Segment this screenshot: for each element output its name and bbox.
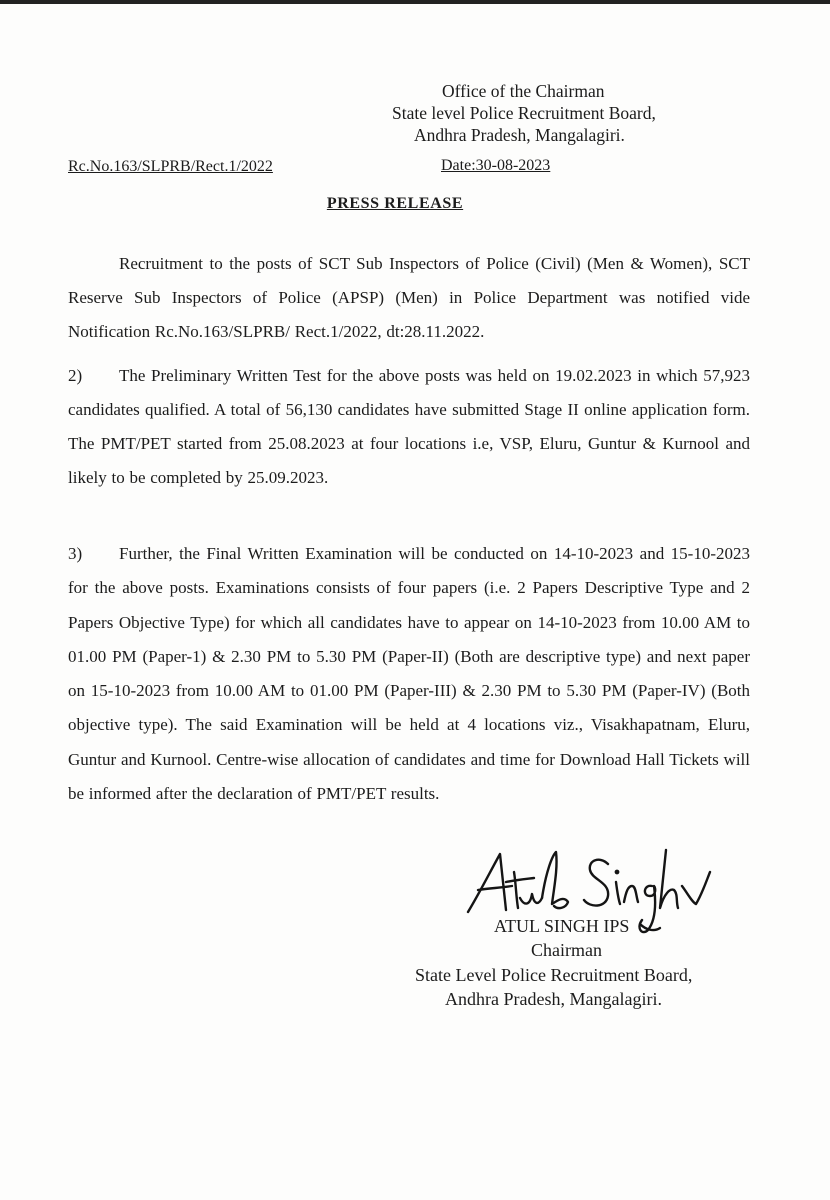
page-title: PRESS RELEASE <box>326 195 464 212</box>
office-address <box>392 80 656 146</box>
paragraph-1-text: Recruitment to the posts of SCT Sub Inspectors of Police (Civil) (Men & Women), SCT Reserve Sub Inspectors of Police (APSP) (Men) in Police Department was notified vide Notification Rc.No.163/SLPRB/ Rect.1/2022, dt:28.11.2022. <box>68 254 750 341</box>
office-line-2: State level Police Recruitment Board, <box>392 103 656 123</box>
paragraph-3 <box>68 537 750 811</box>
scan-top-edge <box>0 0 830 4</box>
paragraph-1 <box>68 247 750 349</box>
signatory-name: ATUL SINGH IPS <box>494 916 630 936</box>
office-line-3: Andhra Pradesh, Mangalagiri. <box>414 125 625 145</box>
signatory-title: Chairman <box>531 940 602 960</box>
paragraph-2-text: The Preliminary Written Test for the above posts was held on 19.02.2023 in which 57,923 candidates qualified. A total of 56,130 candidates have submitted Stage II online application form. The PMT/PET started from 25.08.2023 at four locations i.e, VSP, Eluru, Guntur & Kurnool and likely to be completed by 25.09.2023. <box>68 366 750 487</box>
paragraph-3-number: 3) <box>68 544 83 563</box>
paragraph-3-text: Further, the Final Written Examination will be conducted on 14-10-2023 and 15-10-2023 for the above posts. Examinations consists of four papers (i.e. 2 Papers Descriptive Type and 2 Papers Objective Type) for which all candidates have to appear on 14-10-2023 from 10.00 AM to 01.00 PM (Paper-1) & 2.30 PM to 5.30 PM (Paper-II) (Both are descriptive type) and next paper on 15-10-2023 from 10.00 AM to 01.00 PM (Paper-III) & 2.30 PM to 5.30 PM (Paper-IV) (Both objective type). The said Examination will be held at 4 locations viz., Visakhapatnam, Eluru, Guntur and Kurnool. Centre-wise allocation of candidates and time for Download Hall Tickets will be informed after the declaration of PMT/PET results. <box>68 544 750 804</box>
reference-number: Rc.No.163/SLPRB/Rect.1/2022 <box>68 158 273 175</box>
paragraph-2 <box>68 359 750 495</box>
release-date: Date:30-08-2023 <box>441 157 551 174</box>
signatory-place: Andhra Pradesh, Mangalagiri. <box>445 989 662 1009</box>
paragraph-2-number: 2) <box>68 366 83 385</box>
signatory-board: State Level Police Recruitment Board, <box>415 965 693 985</box>
office-line-1: Office of the Chairman <box>442 81 605 101</box>
